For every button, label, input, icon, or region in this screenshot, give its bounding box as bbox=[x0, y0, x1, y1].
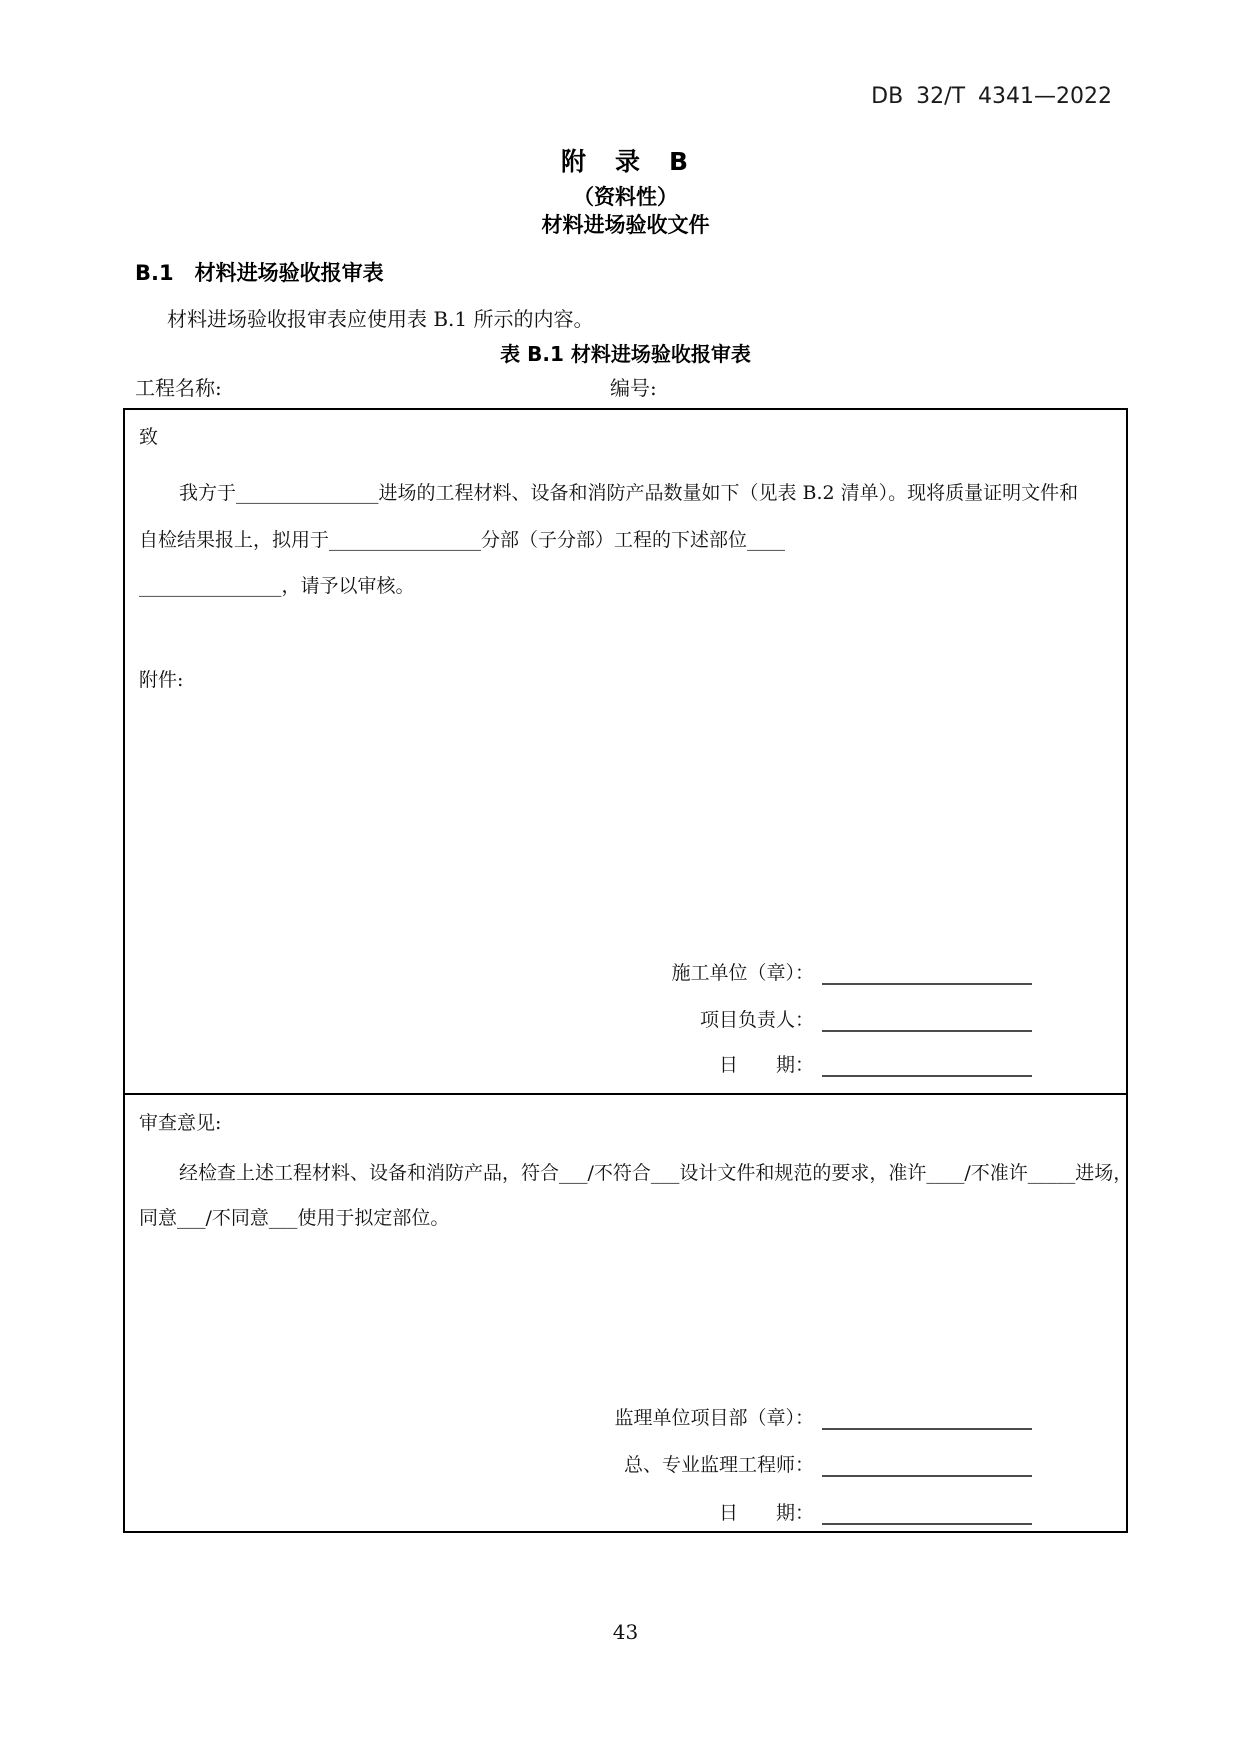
review-line-2: 同意___/不同意___使用于拟定部位。 bbox=[139, 1207, 450, 1229]
contractor-seal-label: 施工单位（章）： bbox=[671, 962, 814, 984]
table-header-row bbox=[135, 372, 1125, 401]
sig-row-supervision-engineer bbox=[624, 1450, 1032, 1477]
attachment-label: 附件: bbox=[139, 669, 184, 691]
review-cell bbox=[125, 1095, 1133, 1531]
signature-line bbox=[822, 1454, 1032, 1477]
request-cell bbox=[125, 410, 1126, 1095]
standard-number: DB 32/T 4341—2022 bbox=[871, 84, 1112, 109]
number-label: 编号: bbox=[610, 376, 657, 400]
informative-label: （资料性） bbox=[573, 185, 678, 209]
request-line-2: 自检结果报上，拟用于________________分部（子分部）工程的下述部位____ bbox=[139, 529, 786, 551]
project-leader-label: 项目负责人： bbox=[699, 1009, 814, 1031]
document-title: 材料进场验收文件 bbox=[541, 213, 710, 237]
signature-line bbox=[822, 962, 1032, 985]
sig-row-date-request bbox=[719, 1050, 1032, 1077]
appendix-title: 附 录 B bbox=[560, 147, 691, 176]
page-number: 43 bbox=[612, 1620, 639, 1644]
section-heading: B.1 材料进场验收报审表 bbox=[135, 261, 384, 285]
supervision-engineer-label: 总、专业监理工程师： bbox=[623, 1454, 814, 1476]
request-line-1: 我方于_______________进场的工程材料、设备和消防产品数量如下（见表 B.2 清单）。现将质量证明文件和 bbox=[179, 482, 1079, 504]
supervision-dept-seal-label: 监理单位项目部（章）： bbox=[614, 1407, 814, 1429]
table-caption: 表 B.1 材料进场验收报审表 bbox=[500, 342, 751, 366]
request-line-3: _______________，请予以审核。 bbox=[139, 575, 415, 597]
review-heading: 审查意见: bbox=[139, 1112, 222, 1134]
acceptance-form-table bbox=[123, 408, 1133, 1533]
signature-line bbox=[822, 1502, 1032, 1525]
sig-row-supervision-dept bbox=[614, 1403, 1032, 1430]
sig-row-date-review bbox=[719, 1498, 1032, 1525]
review-line-1: 经检查上述工程材料、设备和消防产品，符合___/不符合___设计文件和规范的要求，准许____/不准许_____进场， bbox=[179, 1162, 1133, 1184]
sig-row-project-leader bbox=[700, 1005, 1032, 1032]
signature-line bbox=[822, 1407, 1032, 1430]
page-content bbox=[123, 0, 1133, 1749]
date-label: 日 期： bbox=[718, 1502, 814, 1524]
signature-line bbox=[822, 1054, 1032, 1077]
signature-line bbox=[822, 1009, 1032, 1032]
date-label: 日 期： bbox=[718, 1054, 814, 1076]
section-intro: 材料进场验收报审表应使用表 B.1 所示的内容。 bbox=[167, 307, 594, 331]
project-name-label: 工程名称: bbox=[135, 376, 222, 400]
sig-row-contractor bbox=[671, 958, 1032, 985]
to-label: 致 bbox=[139, 426, 159, 448]
